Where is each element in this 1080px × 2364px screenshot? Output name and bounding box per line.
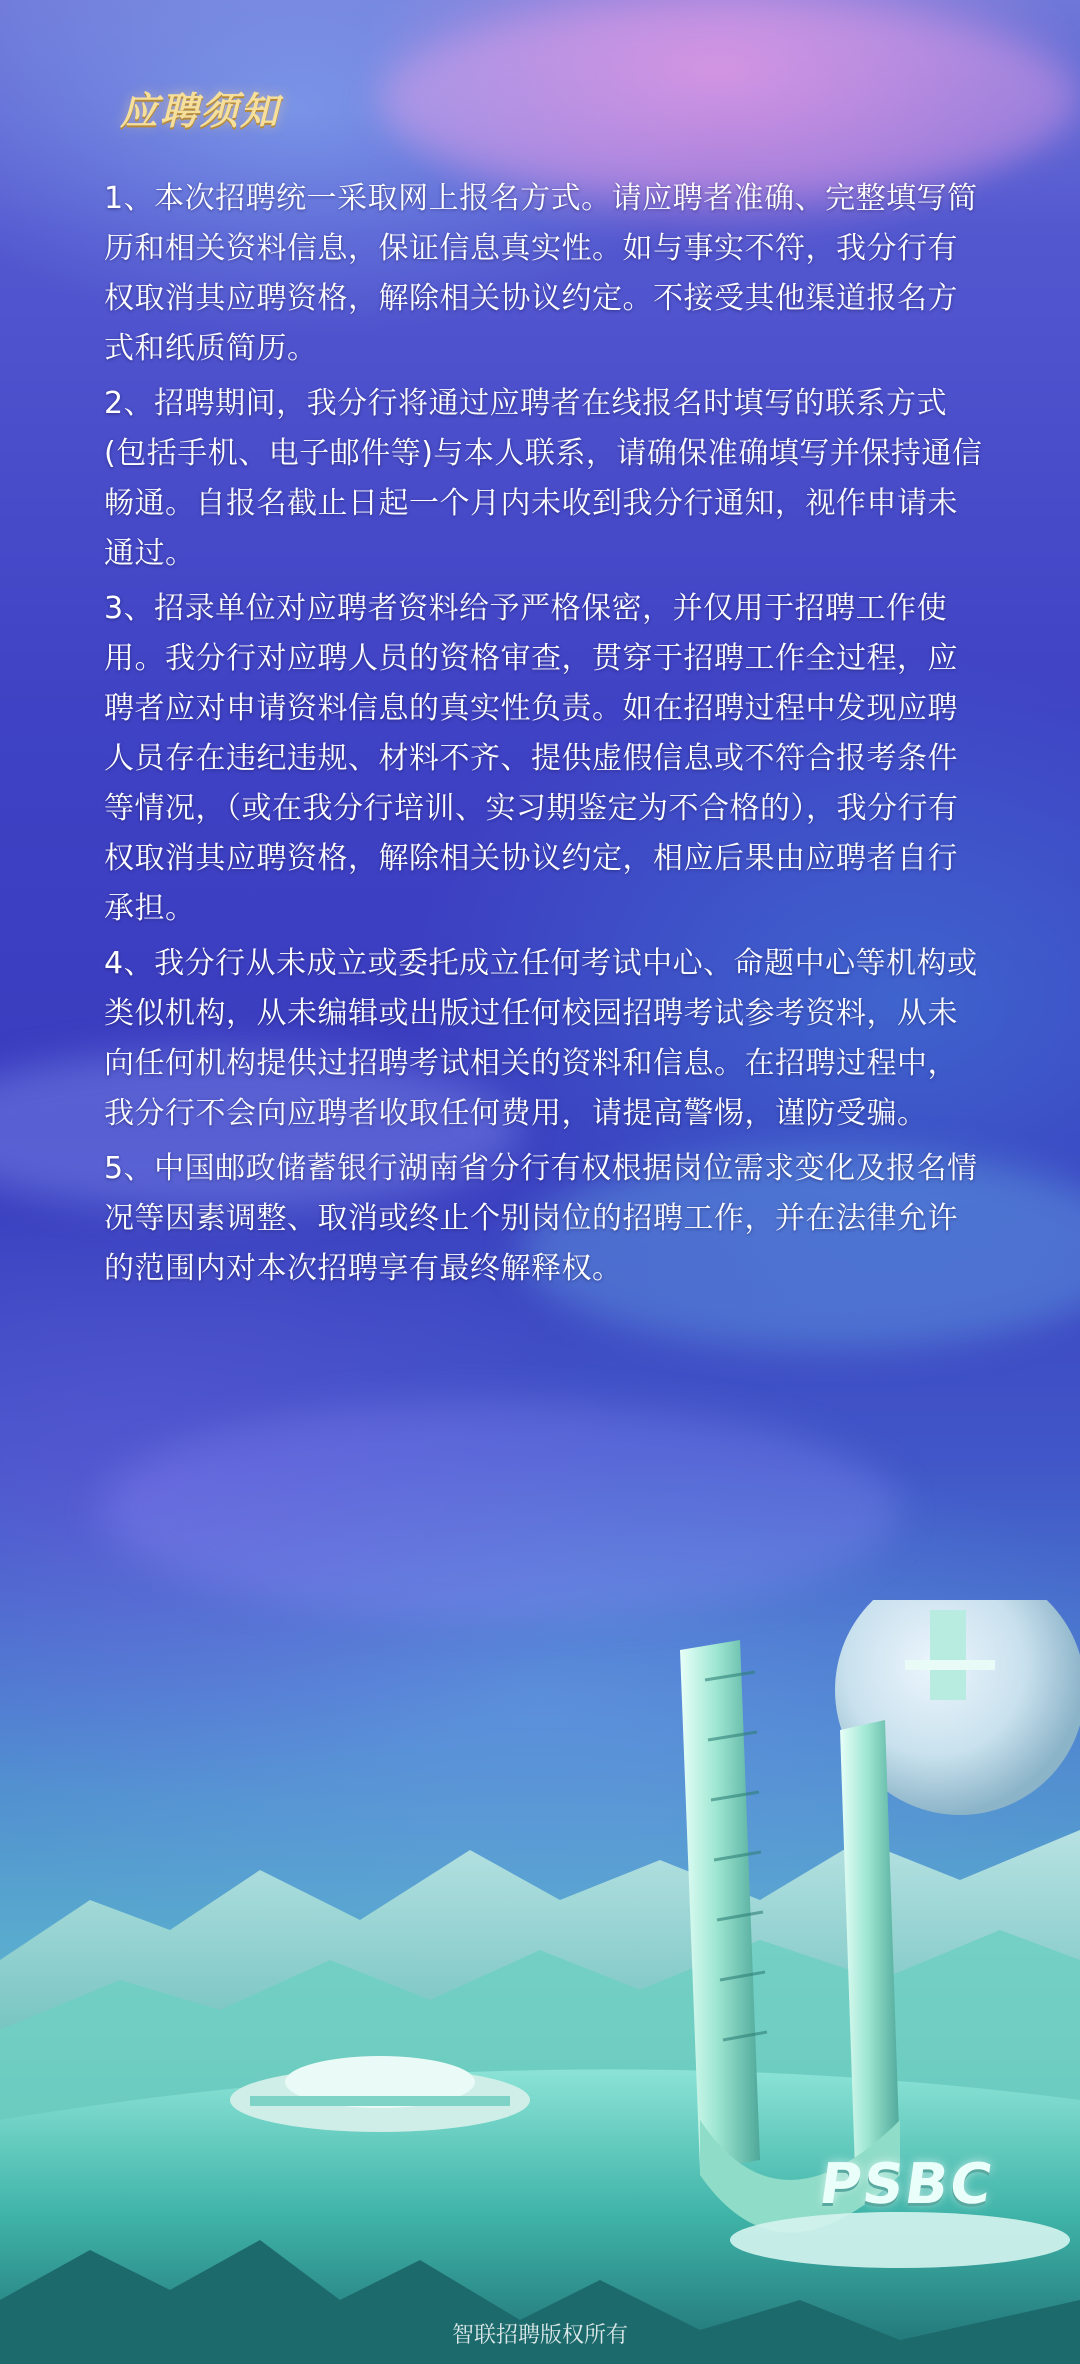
cloud-streak (380, 0, 1080, 200)
notice-item-2: 2、招聘期间，我分行将通过应聘者在线报名时填写的联系方式(包括手机、电子邮件等)与本人联系，请确保准确填写并保持通信畅通。自报名截止日起一个月内未收到我分行通知，视作申请未通过。 (104, 386, 983, 571)
floating-tower-deck (905, 1660, 995, 1670)
notice-item-4: 4、我分行从未成立或委托成立任何考试中心、命题中心等机构或类似机构，从未编辑或出版过任何校园招聘考试参考资料，从未向任何机构提供过招聘考试相关的资料和信息。在招聘过程中，我分行不会向应聘者收取任何费用，请提高警惕，谨防受骗。 (104, 946, 978, 1131)
notice-title: 应聘须知 (120, 89, 281, 133)
psbc-logo (815, 2152, 997, 2217)
city-scene-graphic (0, 1600, 1080, 2364)
notice-list (104, 174, 984, 1299)
watermark: 智联招聘版权所有 (451, 2322, 628, 2347)
psbc-logo-text: PSBC (815, 2152, 998, 2217)
futuristic-city-illustration (0, 1600, 1080, 2364)
notice-item-5: 5、中国邮政储蓄银行湖南省分行有权根据岗位需求变化及报名情况等因素调整、取消或终止个别岗位的招聘工作，并在法律允许的范围内对本次招聘享有最终解释权。 (104, 1151, 978, 1286)
floating-tower (930, 1610, 966, 1700)
notice-item-1: 1、本次招聘统一采取网上报名方式。请应聘者准确、完整填写简历和相关资料信息，保证信息真实性。如与事实不符，我分行有权取消其应聘资格，解除相关协议约定。不接受其他渠道报名方式和纸质简历。 (104, 181, 978, 366)
landing-platform (730, 2212, 1070, 2268)
notice-item-3: 3、招录单位对应聘者资料给予严格保密，并仅用于招聘工作使用。我分行对应聘人员的资格审查，贯穿于招聘工作全过程，应聘者应对申请资料信息的真实性负责。如在招聘过程中发现应聘人员存在违纪违规、材料不齐、提供虚假信息或不符合报考条件等情况，（或在我分行培训、实习期鉴定为不合格的），我分行有权取消其应聘资格，解除相关协议约定，相应后果由应聘者自行承担。 (104, 591, 959, 926)
dome-station-band (250, 2096, 510, 2106)
cloud-streak (100, 1400, 900, 1620)
